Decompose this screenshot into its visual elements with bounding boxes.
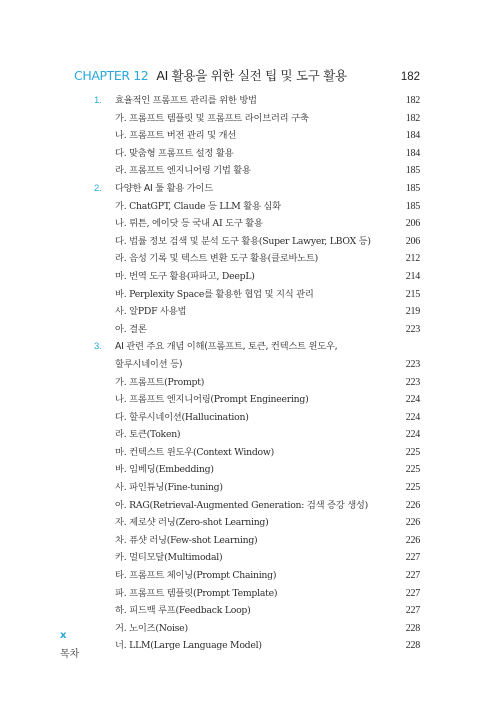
entry-page-number: 228 <box>405 640 420 652</box>
entry-page-number: 206 <box>405 218 420 230</box>
entry-title: 라. 토큰(Token) <box>115 429 181 441</box>
entry-title: 아. RAG(Retrieval-Augmented Generation: 검색 증강 생성) <box>115 499 369 511</box>
subsection-entry <box>94 426 420 444</box>
subsection-entry <box>94 409 420 427</box>
entry-title: 자. 제로샷 러닝(Zero-shot Learning) <box>115 517 269 529</box>
entry-title: 바. 임베딩(Embedding) <box>115 464 214 476</box>
entry-title: 파. 프롬프트 템플릿(Prompt Template) <box>115 587 278 599</box>
subsection-entry <box>94 637 420 655</box>
entry-page-number: 226 <box>405 517 420 529</box>
entry-title: 다. 법률 정보 검색 및 분석 도구 활용(Super Lawyer, LBOX 등) <box>115 235 371 247</box>
entry-title: 다. 맞춤형 프롬프트 설정 활용 <box>115 147 234 159</box>
entry-title: 효율적인 프롬프트 관리를 위한 방법 <box>115 95 257 106</box>
section-heading <box>94 180 420 198</box>
entry-title: 나. 프롬프트 버전 관리 및 개선 <box>115 130 237 142</box>
subsection-entry <box>94 162 420 180</box>
subsection-entry <box>94 567 420 585</box>
subsection-entry <box>94 479 420 497</box>
entry-page-number: 225 <box>405 482 420 494</box>
section-number: 2. <box>94 182 102 194</box>
entry-page-number: 226 <box>405 534 420 546</box>
entry-page-number: 223 <box>405 376 420 388</box>
entry-page-number: 227 <box>405 570 420 582</box>
entry-title: AI 관련 주요 개념 이해(프롬프트, 토큰, 컨텍스트 윈도우, <box>115 341 338 353</box>
subsection-entry <box>94 145 420 163</box>
entry-title: 너. LLM(Large Language Model) <box>115 640 262 652</box>
entry-title: 다. 할루시네이션(Hallucination) <box>115 411 249 423</box>
entry-title: 라. 음성 기록 및 텍스트 변환 도구 활용(클로바노트) <box>115 253 319 265</box>
subsection-entry <box>94 461 420 479</box>
entry-title: 아. 결론 <box>115 323 147 335</box>
entry-page-number: 185 <box>405 200 420 212</box>
subsection-entry <box>94 268 420 286</box>
subsection-entry <box>94 110 420 128</box>
folio-page-number: x <box>60 630 67 641</box>
entry-page-number: 185 <box>405 182 420 194</box>
subsection-entry <box>94 233 420 251</box>
entry-title: 하. 피드백 루프(Feedback Loop) <box>115 605 251 617</box>
section-heading <box>94 338 420 356</box>
subsection-entry <box>94 391 420 409</box>
entry-page-number: 215 <box>405 288 420 300</box>
subsection-entry <box>94 198 420 216</box>
entry-page-number: 225 <box>405 464 420 476</box>
subsection-entry <box>94 215 420 233</box>
entry-title: 차. 퓨샷 러닝(Few-shot Learning) <box>115 534 258 546</box>
section-number: 1. <box>94 95 102 106</box>
subsection-entry <box>94 620 420 638</box>
subsection-entry <box>94 303 420 321</box>
subsection-entry <box>94 585 420 603</box>
entry-page-number: 223 <box>405 358 420 370</box>
entry-page-number: 184 <box>405 147 420 159</box>
entry-title: 마. 번역 도구 활용(파파고, DeepL) <box>115 270 255 282</box>
section-heading-continued <box>94 356 420 374</box>
chapter-page-number: 182 <box>400 71 420 83</box>
entry-page-number: 212 <box>405 253 420 265</box>
entry-title: 가. 프롬프트 템플릿 및 프롬프트 라이브러리 구축 <box>115 112 309 124</box>
entry-title: 가. 프롬프트(Prompt) <box>115 376 205 388</box>
entry-page-number: 226 <box>405 499 420 511</box>
entry-title: 나. 프롬프트 엔지니어링(Prompt Engineering) <box>115 394 309 406</box>
entry-page-number: 214 <box>405 270 420 282</box>
entry-title: 할루시네이션 등) <box>115 358 183 370</box>
entry-title: 나. 뤼튼, 에이닷 등 국내 AI 도구 활용 <box>115 218 263 230</box>
entry-title: 사. 파인튜닝(Fine-tuning) <box>115 482 223 494</box>
entry-page-number: 224 <box>405 411 420 423</box>
entry-page-number: 224 <box>405 394 420 406</box>
entry-page-number: 219 <box>405 306 420 318</box>
entry-page-number: 224 <box>405 429 420 441</box>
subsection-entry <box>94 321 420 339</box>
subsection-entry <box>94 374 420 392</box>
entry-title: 다양한 AI 툴 활용 가이드 <box>115 182 213 194</box>
subsection-entry <box>94 127 420 145</box>
entry-title: 가. ChatGPT, Claude 등 LLM 활용 심화 <box>115 200 281 212</box>
entry-page-number: 227 <box>405 587 420 599</box>
entry-title: 라. 프롬프트 엔지니어링 기법 활용 <box>115 165 251 177</box>
entry-page-number: 227 <box>405 552 420 564</box>
entry-title: 거. 노이즈(Noise) <box>115 622 188 634</box>
entry-title: 사. 알PDF 사용법 <box>115 306 187 318</box>
subsection-entry <box>94 250 420 268</box>
chapter-title: AI 활용을 위한 실전 팁 및 도구 활용 <box>156 68 347 83</box>
entry-title: 바. Perplexity Space를 활용한 협업 및 지식 관리 <box>115 288 314 300</box>
entry-page-number: 184 <box>405 130 420 142</box>
chapter-label: CHAPTER 12 <box>74 68 149 83</box>
section-number: 3. <box>94 341 102 353</box>
entry-page-number: 225 <box>405 446 420 458</box>
entry-page-number: 185 <box>405 165 420 177</box>
section-heading <box>94 92 420 110</box>
subsection-entry <box>94 286 420 304</box>
subsection-entry <box>94 444 420 462</box>
entry-page-number: 182 <box>405 112 420 124</box>
folio-section-label: 목차 <box>60 649 80 660</box>
entry-page-number: 228 <box>405 622 420 634</box>
entry-page-number: 227 <box>405 605 420 617</box>
subsection-entry <box>94 532 420 550</box>
subsection-entry <box>94 602 420 620</box>
entry-page-number: 206 <box>405 235 420 247</box>
entry-page-number: 223 <box>405 323 420 335</box>
entry-title: 카. 멀티모달(Multimodal) <box>115 552 223 564</box>
entry-title: 타. 프롬프트 체이닝(Prompt Chaining) <box>115 570 277 582</box>
subsection-entry <box>94 497 420 515</box>
entry-page-number: 182 <box>405 95 420 106</box>
subsection-entry <box>94 549 420 567</box>
table-of-contents <box>94 92 420 655</box>
chapter-heading <box>74 66 420 88</box>
subsection-entry <box>94 514 420 532</box>
entry-title: 마. 컨텍스트 윈도우(Context Window) <box>115 446 274 458</box>
